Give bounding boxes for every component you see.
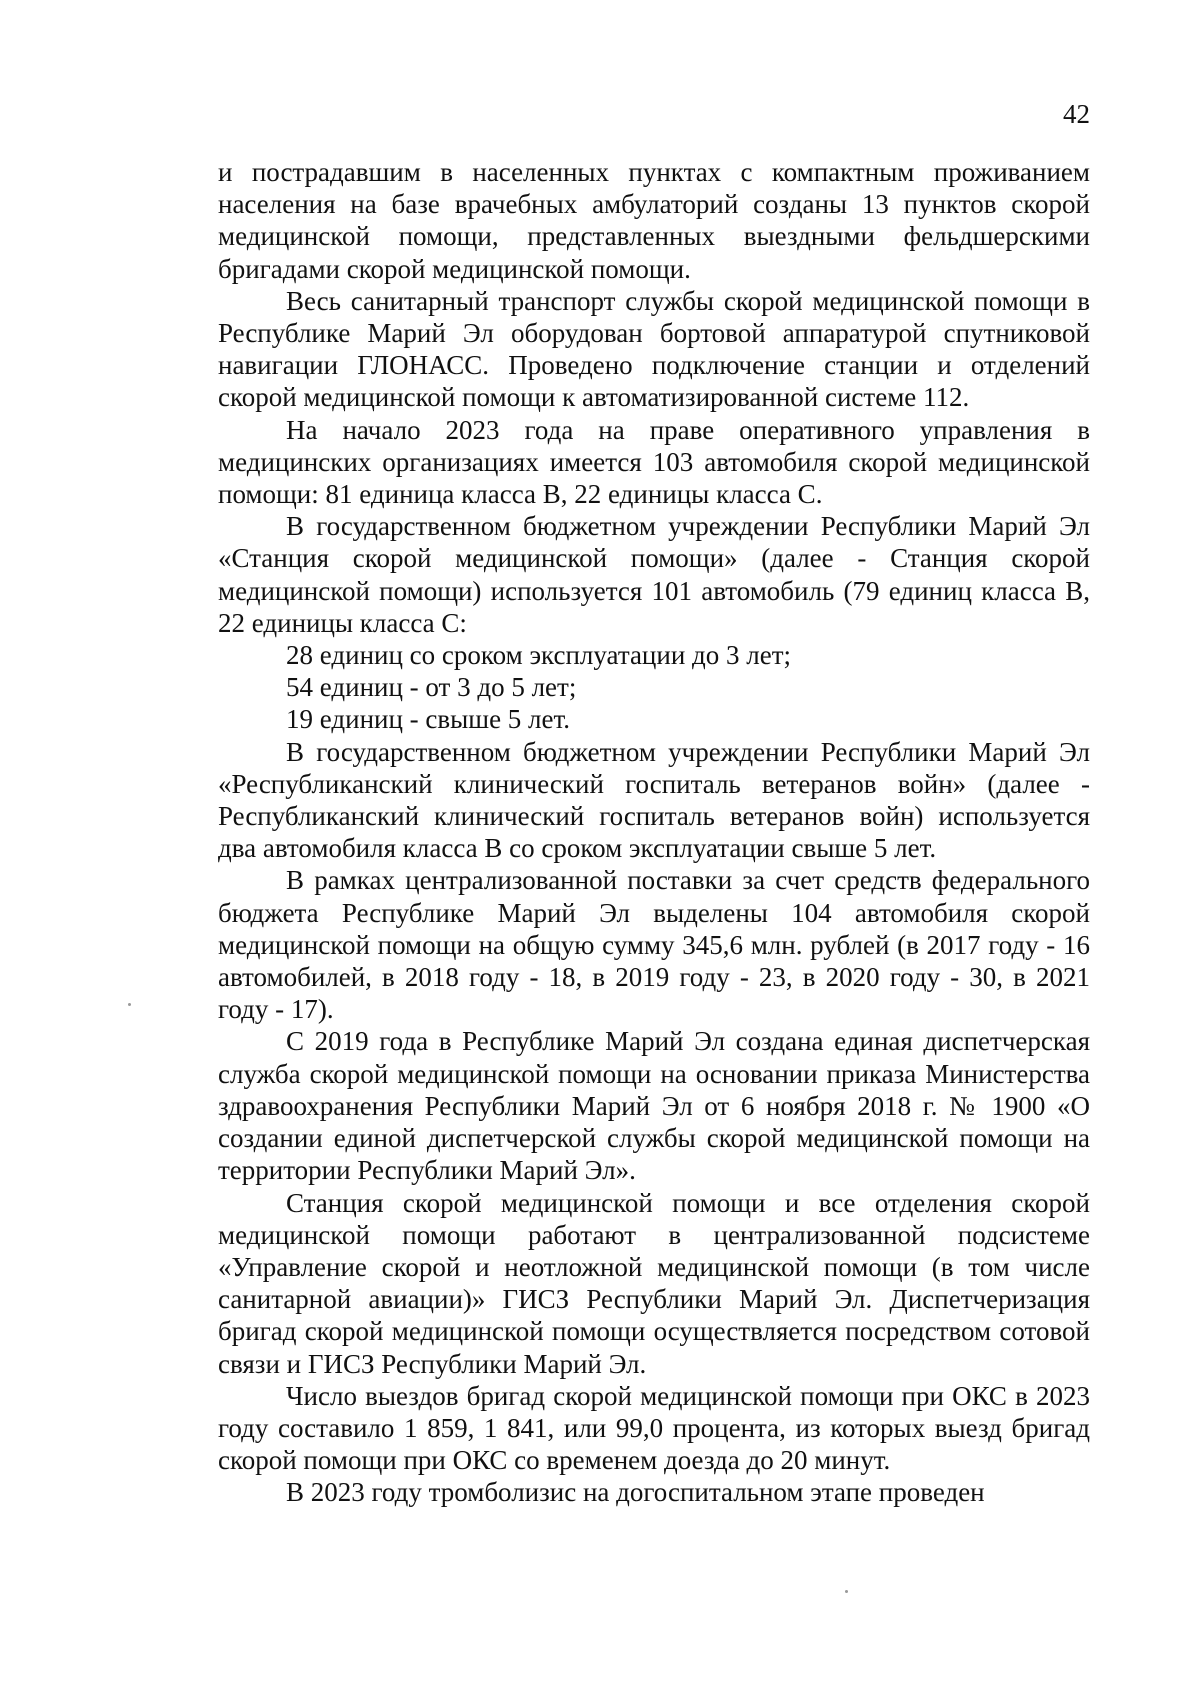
scan-speck [845, 1590, 848, 1593]
paragraph-thrombolysis: В 2023 году тромболизис на догоспитальном этапе проведен [286, 1477, 985, 1508]
paragraph-continuation: и пострадавшим в населенных пунктах с компактным проживанием населения на базе врачебных амбулаторий созданы 13 пунктов скорой медицинской помощи, представленных выездными фельдшерскими бригадами скорой медицинской помощи. [218, 157, 1090, 284]
list-item-over-5-years: 19 единиц - свыше 5 лет. [286, 704, 571, 735]
paragraph-federal-supply: В рамках централизованной поставки за счет средств федерального бюджета Республике Марий Эл выделены 104 автомобиля скорой медицинской помощи на общую сумму 345,6 млн. рублей (в 2017 году - 16 автомобилей, в 2018 году - 18, в 2019 году - 23, в 2020 году - 30, в 2021 году - 17). [218, 865, 1090, 1025]
paragraph-dispatch-service: С 2019 года в Республике Марий Эл создана единая диспетчерская служба скорой медицинской помощи на основании приказа Министерства здравоохранения Республики Марий Эл от 6 ноября 2018 г. № 1900 «О создании единой диспетчерской службы скорой медицинской помощи на территории Республики Марий Эл». [218, 1026, 1090, 1186]
paragraph-oks-calls: Число выездов бригад скорой медицинской помощи при ОКС в 2023 году составило 1 859, 1 841, или 99,0 процента, из которых выезд бригад скорой помощи при ОКС со временем доезда до 20 минут. [218, 1380, 1090, 1476]
list-item-3-to-5-years: 54 единиц - от 3 до 5 лет; [286, 672, 577, 703]
paragraph-vehicle-count: На начало 2023 года на праве оперативного управления в медицинских организациях имеется 103 автомобиля скорой медицинской помощи: 81 единица класса В, 22 единицы класса С. [218, 414, 1090, 510]
list-item-under-3-years: 28 единиц со сроком эксплуатации до 3 лет; [286, 640, 792, 671]
document-body [218, 156, 1090, 1509]
paragraph-gisz-subsystem: Станция скорой медицинской помощи и все отделения скорой медицинской помощи работают в централизованной подсистеме «Управление скорой и неотложной медицинской помощи (в том числе санитарной авиации)» ГИСЗ Республики Марий Эл. Диспетчеризация бригад скорой медицинской помощи осуществляется посредством сотовой связи и ГИСЗ Республики Марий Эл. [218, 1187, 1090, 1379]
page-number: 42 [1063, 99, 1090, 129]
paragraph-ambulance-station: В государственном бюджетном учреждении Республики Марий Эл «Станция скорой медицинской помощи» (далее - Станция скорой медицинской помощи) используется 101 автомобиль (79 единиц класса В, 22 единицы класса С: [218, 511, 1090, 638]
paragraph-veterans-hospital: В государственном бюджетном учреждении Республики Марий Эл «Республиканский клинический госпиталь ветеранов войн» (далее - Республиканский клинический госпиталь ветеранов войн) используется два автомобиля класса В со сроком эксплуатации свыше 5 лет. [218, 736, 1090, 864]
paragraph-glonass: Весь санитарный транспорт службы скорой медицинской помощи в Республике Марий Эл оборудован бортовой аппаратурой спутниковой навигации ГЛОНАСС. Проведено подключение станции и отделений скорой медицинской помощи к автоматизированной системе 112. [218, 285, 1090, 413]
scan-speck [128, 1003, 131, 1006]
